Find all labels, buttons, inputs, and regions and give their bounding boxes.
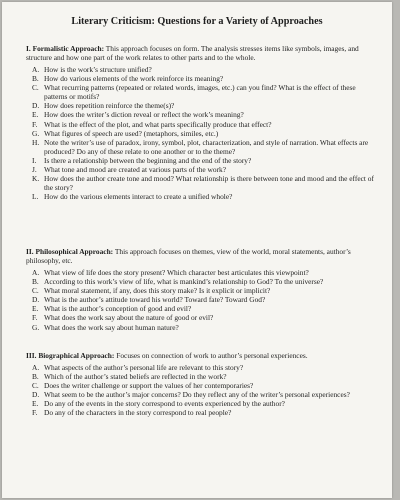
section-intro: This approach focuses on form. The analysis stresses items like symbols, images, and structure and how one part of the work relates to other parts and to the whole. [26, 44, 359, 62]
item-text: How do the various elements interact to create a unified whole? [44, 192, 233, 202]
list-item [26, 74, 376, 83]
item-text: How does the writer’s diction reveal or reflect the work’s meaning? [44, 110, 244, 120]
item-letter: C. [32, 381, 39, 391]
list-item [26, 156, 376, 165]
list-item [26, 110, 376, 119]
item-letter: F. [32, 119, 38, 129]
list-item [26, 268, 376, 277]
item-letter: I. [32, 155, 37, 165]
item-text: How does repetition reinforce the theme(s)? [44, 101, 175, 111]
list-item [26, 313, 376, 322]
section-heading: II. Philosophical Approach: [26, 247, 114, 256]
item-letter: D. [32, 295, 40, 305]
list-item [26, 65, 376, 74]
list-item [26, 138, 376, 156]
item-text: Note the writer’s use of paradox, irony, symbol, plot, characterization, and style of narration. What effects are produced? Do any of these relate to one another or to the theme? [44, 137, 369, 156]
question-list [26, 268, 376, 332]
item-letter: F. [32, 408, 38, 418]
item-text: Does the writer challenge or support the values of her contemporaries? [44, 381, 254, 391]
item-letter: J. [32, 165, 37, 175]
item-letter: D. [32, 390, 40, 400]
section-heading-row [26, 44, 376, 62]
item-letter: C. [32, 286, 39, 296]
list-item [26, 277, 376, 286]
question-list [26, 65, 376, 201]
item-letter: H. [32, 137, 40, 147]
item-text: What view of life does the story present? Which character best articulates this viewpoint? [44, 268, 309, 277]
list-item [26, 174, 376, 192]
item-text: What is the effect of the plot, and what parts specifically produce that effect? [44, 119, 272, 129]
list-item [26, 399, 376, 408]
list-item [26, 323, 376, 332]
list-item [26, 381, 376, 390]
item-text: What seem to be the author’s major concerns? Do they reflect any of the writer’s personal experiences? [44, 390, 350, 400]
item-letter: G. [32, 322, 40, 332]
section-heading-row [26, 247, 376, 265]
item-letter: F. [32, 313, 38, 323]
list-item [26, 304, 376, 313]
item-letter: E. [32, 304, 39, 314]
section-biographical [26, 351, 376, 418]
list-item [26, 363, 376, 372]
section-heading: I. Formalistic Approach: [26, 44, 105, 53]
item-text: How do various elements of the work reinforce its meaning? [44, 74, 224, 84]
item-text: What recurring patterns (repeated or related words, images, etc.) can you find? What is the effect of these patterns or motifs? [44, 83, 356, 102]
item-letter: B. [32, 277, 39, 287]
document-title: Literary Criticism: Questions for a Variety of Approaches [71, 16, 323, 27]
question-list [26, 363, 376, 418]
item-text: Which of the author’s stated beliefs are reflected in the work? [44, 372, 227, 382]
item-letter: D. [32, 101, 40, 111]
item-letter: A. [32, 268, 40, 277]
item-text: Is there a relationship between the beginning and the end of the story? [44, 155, 252, 165]
item-letter: B. [32, 372, 39, 382]
item-text: What does the work say about the nature of good or evil? [44, 313, 214, 323]
item-letter: C. [32, 83, 39, 93]
list-item [26, 390, 376, 399]
item-text: What aspects of the author’s personal life are relevant to this story? [44, 363, 244, 372]
item-text: What is the author’s conception of good and evil? [44, 304, 192, 314]
item-text: Do any of the characters in the story correspond to real people? [44, 408, 232, 418]
list-item [26, 408, 376, 417]
list-item [26, 165, 376, 174]
document-page [2, 2, 392, 498]
section-intro: This approach focuses on themes, view of the world, moral statements, author’s philosophy, etc. [26, 247, 351, 265]
item-text: What is the author’s attitude toward his world? Toward fate? Toward God? [44, 295, 266, 305]
section-formalistic [26, 44, 376, 201]
item-letter: E. [32, 110, 39, 120]
list-item [26, 372, 376, 381]
item-letter: A. [32, 363, 40, 372]
section-heading: III. Biographical Approach: [26, 351, 115, 360]
list-item [26, 286, 376, 295]
item-text: How does the author create tone and mood? What relationship is there between tone and mood and the effect of the story? [44, 174, 374, 193]
section-intro: Focuses on connection of work to author’s personal experiences. [116, 351, 308, 360]
list-item [26, 83, 376, 101]
item-letter: B. [32, 74, 39, 84]
item-text: What figures of speech are used? (metaphors, similes, etc.) [44, 128, 219, 138]
item-text: How is the work’s structure unified? [44, 65, 152, 74]
list-item [26, 192, 376, 201]
list-item [26, 120, 376, 129]
item-letter: L. [32, 192, 39, 202]
section-philosophical [26, 247, 376, 332]
item-text: According to this work’s view of life, what is mankind’s relationship to God? To the universe? [44, 277, 324, 287]
item-letter: A. [32, 65, 40, 74]
item-letter: E. [32, 399, 39, 409]
list-item [26, 129, 376, 138]
item-text: What tone and mood are created at various parts of the work? [44, 165, 227, 175]
section-heading-row [26, 351, 376, 360]
item-letter: K. [32, 174, 40, 184]
list-item [26, 101, 376, 110]
item-text: What moral statement, if any, does this story make? Is it explicit or implicit? [44, 286, 271, 296]
item-text: Do any of the events in the story correspond to events experienced by the author? [44, 399, 285, 409]
list-item [26, 295, 376, 304]
item-letter: G. [32, 128, 40, 138]
item-text: What does the work say about human nature? [44, 322, 179, 332]
